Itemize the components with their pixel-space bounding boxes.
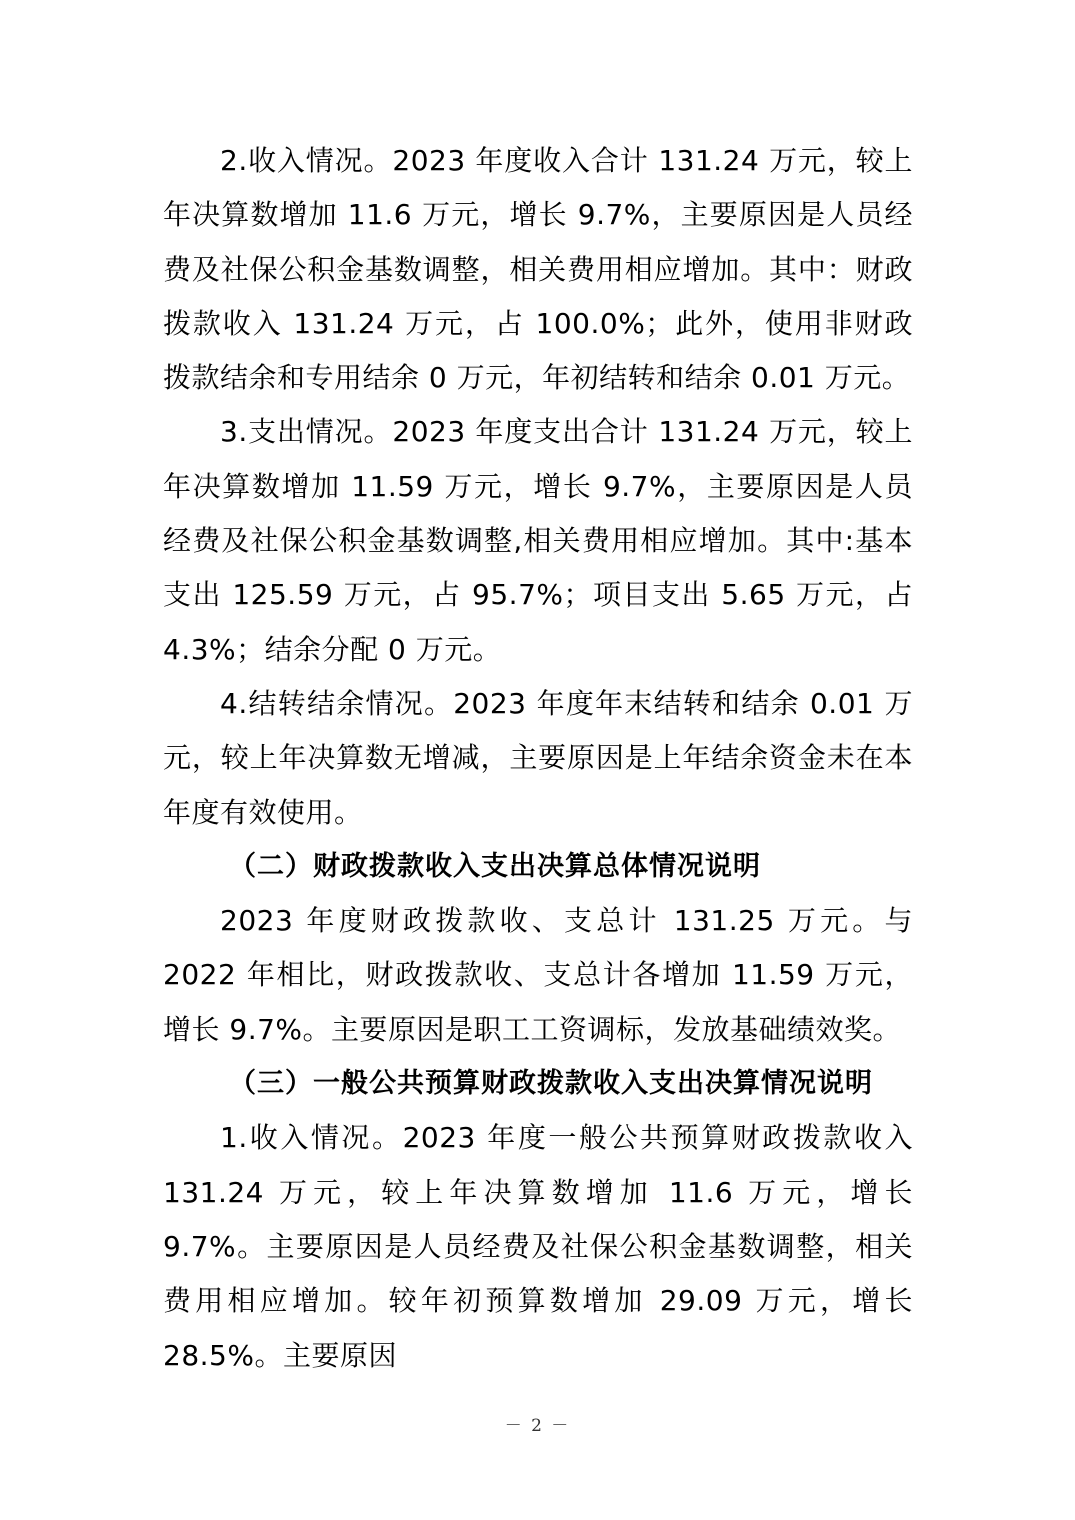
document-body — [163, 134, 913, 1383]
paragraph-text: 2023 年度收入合计 131.24 万元，较上年决算数增加 11.6 万元，增长 9.7%，主要原因是人员经费及社保公积金基数调整，相关费用相应增加。其中：财政拨款收入 131.24 万元，占 100.0%；此外，使用非财政拨款结余和专用结余 0 万元，年初结转和结余 0.01 万元。 — [163, 144, 914, 395]
paragraph-income — [163, 134, 913, 405]
paragraph-lead: 2.收入情况。 — [220, 144, 393, 177]
section-heading-2: （二）财政拨款收入支出决算总体情况说明 — [229, 850, 761, 882]
paragraph-section2: 2023 年度财政拨款收、支总计 131.25 万元。与 2022 年相比，财政拨款收、支总计各增加 11.59 万元，增长 9.7%。主要原因是职工工资调标，发放基础绩效奖。 — [163, 904, 913, 1046]
paragraph-lead: 4.结转结余情况。 — [220, 686, 454, 720]
paragraph-lead: 1.收入情况。 — [220, 1121, 403, 1155]
paragraph-text: 2023 年度一般公共预算财政拨款收入 131.24 万元，较上年决算数增加 11.6 万元，增长 9.7%。主要原因是人员经费及社保公积金基数调整，相关费用相应增加。较年初预算数增加 29.09 万元，增长 28.5%。主要原因 — [163, 1121, 913, 1372]
paragraph-expense — [163, 405, 913, 676]
paragraph-text: 2023 年度支出合计 131.24 万元，较上年决算数增加 11.59 万元，增长 9.7%，主要原因是人员经费及社保公积金基数调整,相关费用相应增加。其中:基本支出 125.59 万元，占 95.7%；项目支出 5.65 万元，占 4.3%；结余分配 0 万元。 — [163, 415, 914, 666]
paragraph-text: 2023 年度年末结转和结余 0.01 万元，较上年决算数无增减，主要原因是上年结余资金未在本年度有效使用。 — [163, 686, 913, 829]
paragraph-carryover — [163, 677, 913, 840]
paragraph-lead: 3.支出情况。 — [220, 415, 393, 449]
paragraph-section3-income — [163, 1111, 913, 1382]
page-number: － 2 － — [504, 1416, 571, 1436]
section-heading-3: （三）一般公共预算财政拨款收入支出决算情况说明 — [229, 1068, 873, 1100]
